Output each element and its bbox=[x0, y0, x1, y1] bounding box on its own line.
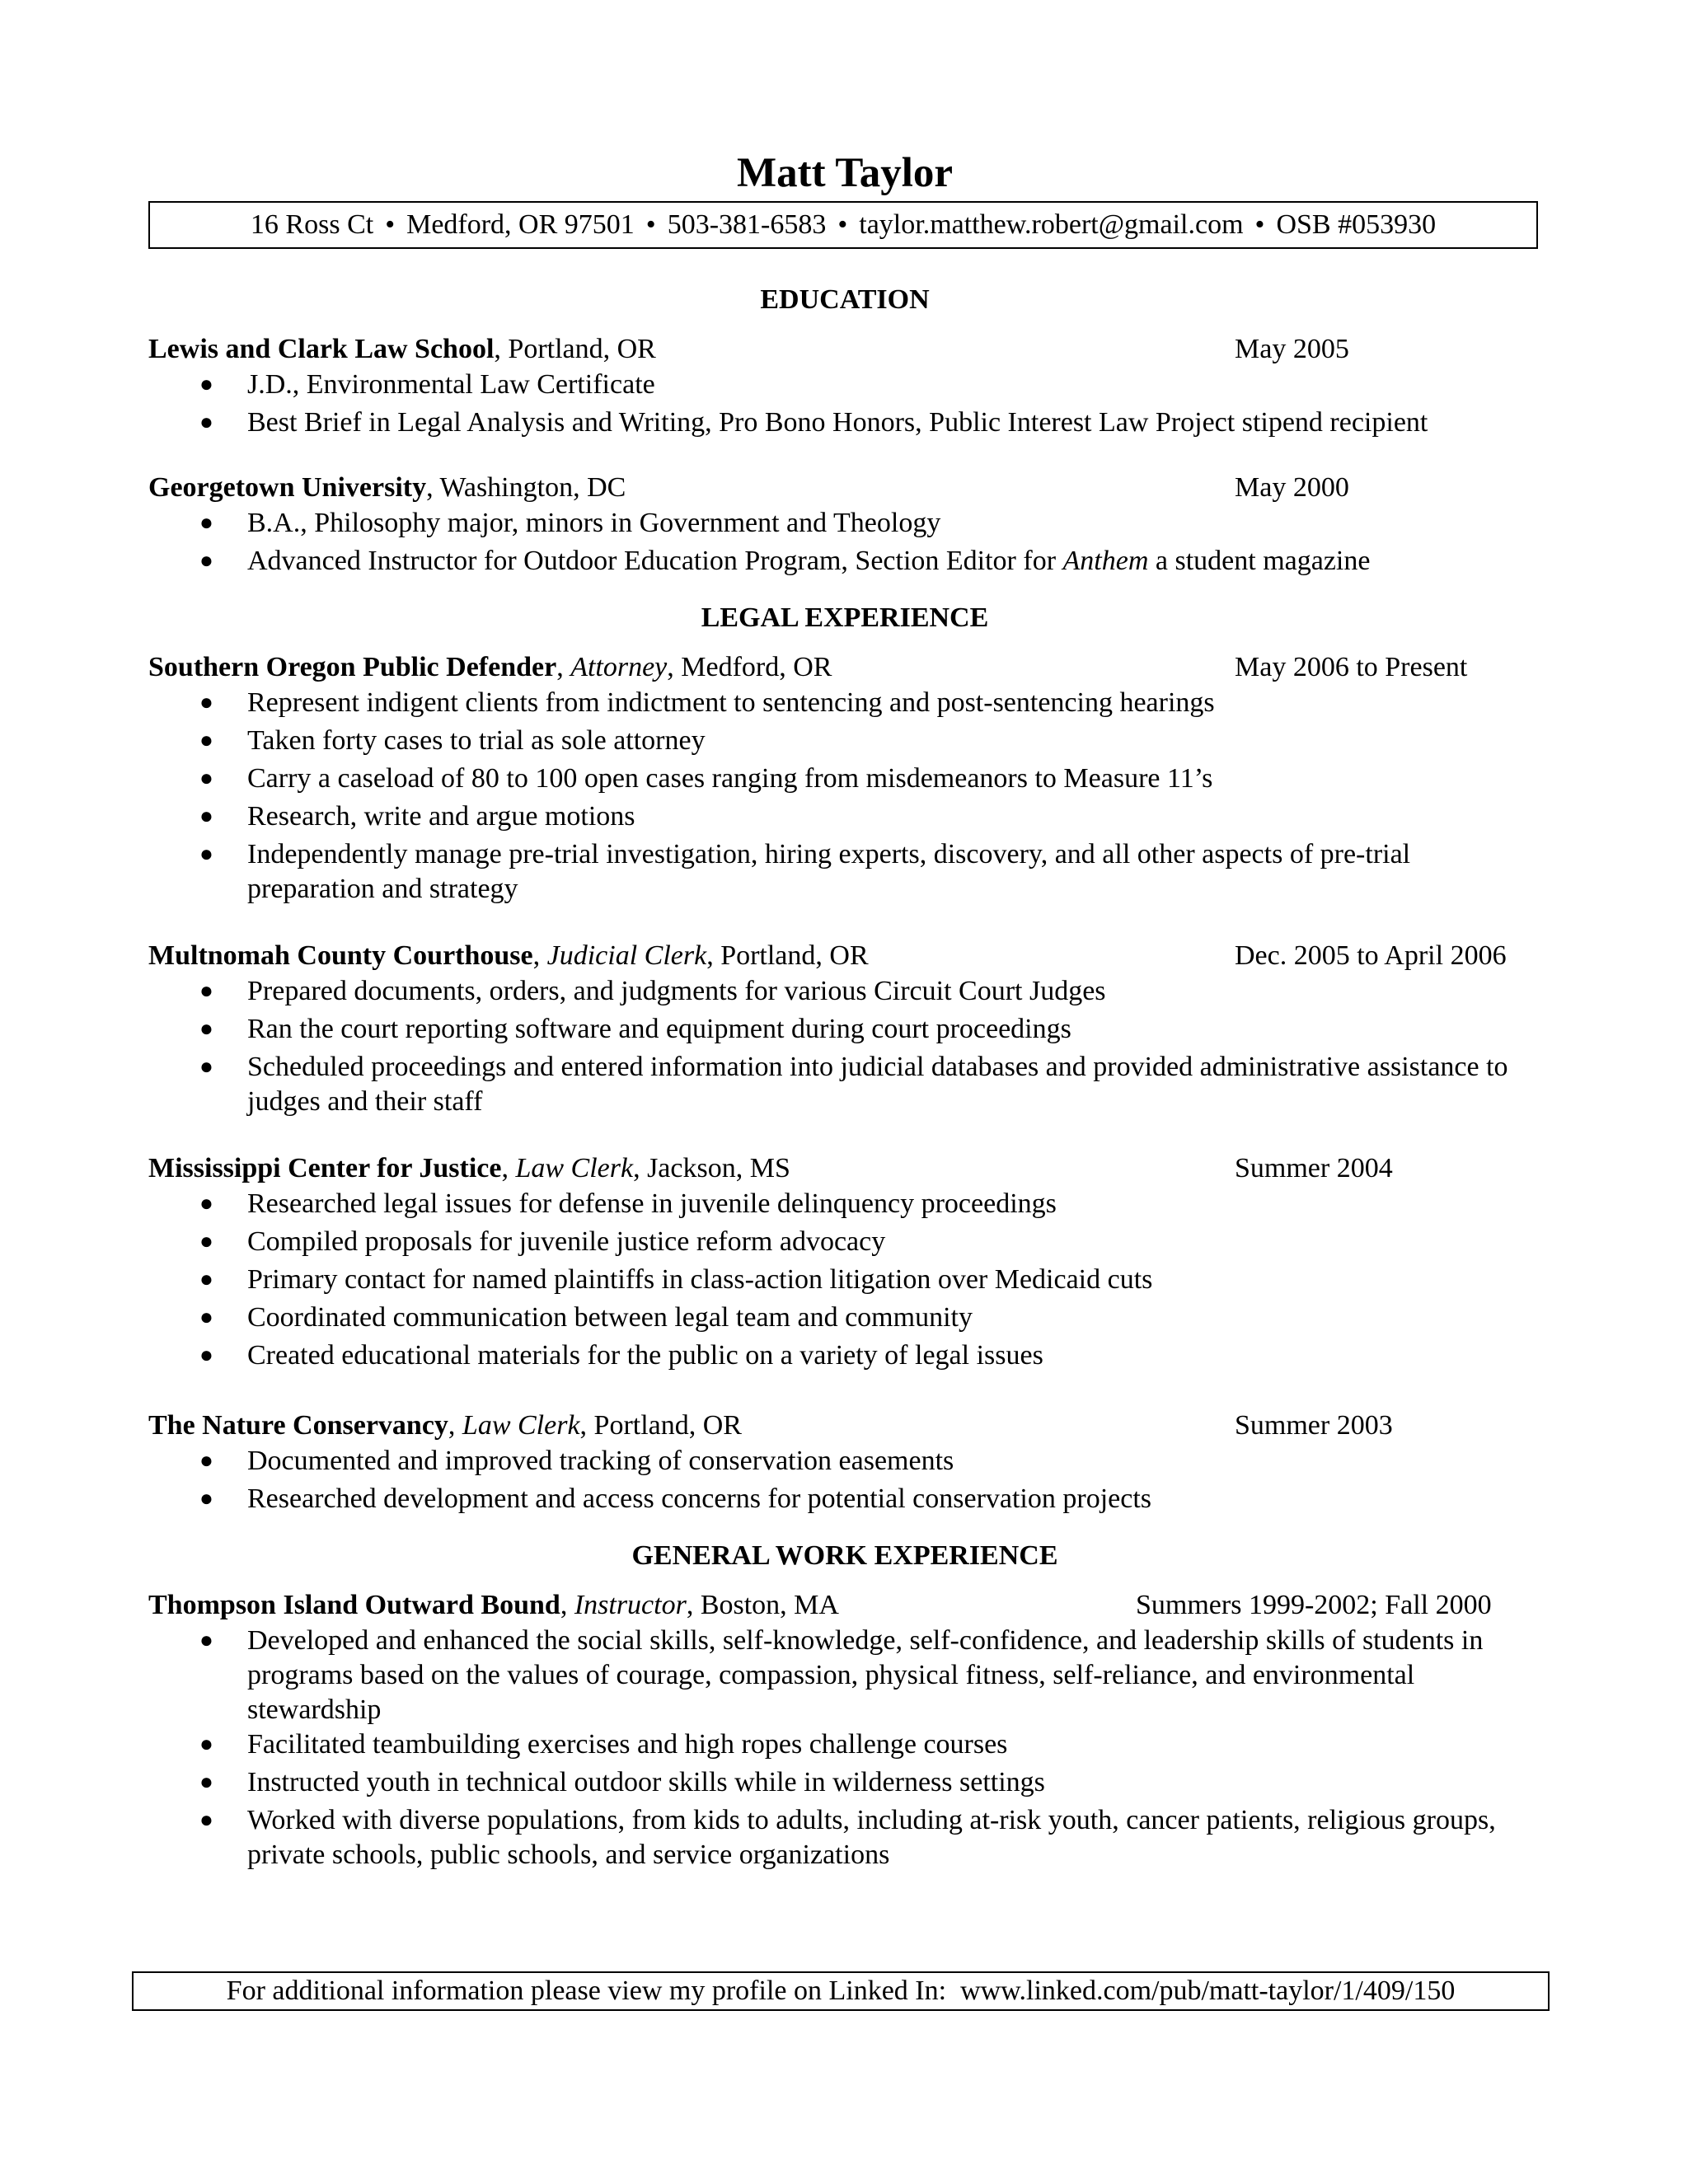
contact-city: Medford, OR 97501 bbox=[406, 209, 635, 240]
contact-phone: 503-381-6583 bbox=[667, 209, 827, 240]
entry-date: Dec. 2005 to April 2006 bbox=[1235, 940, 1507, 971]
contact-separator: • bbox=[1254, 209, 1265, 240]
entry-header: The Nature Conservancy, Law Clerk, Portland, OR Summer 2003 bbox=[148, 1408, 1541, 1444]
bullet-icon: ● bbox=[199, 410, 213, 435]
experience-entry bbox=[148, 1587, 1541, 1872]
entry-location: , Medford, OR bbox=[667, 652, 832, 682]
bullet-icon: ● bbox=[199, 841, 213, 867]
bullet-list bbox=[148, 1444, 1541, 1520]
bullet-icon: ● bbox=[199, 690, 213, 715]
bullet-icon: ● bbox=[199, 1191, 213, 1216]
bullet-icon: ● bbox=[199, 1486, 213, 1511]
entry-location: , Jackson, MS bbox=[633, 1153, 790, 1183]
entry-org: Thompson Island Outward Bound bbox=[148, 1590, 560, 1620]
entry-header: Thompson Island Outward Bound, Instructor, Boston, MA Summers 1999-2002; Fall 2000 bbox=[148, 1587, 1541, 1624]
section-heading: EDUCATION bbox=[760, 284, 930, 315]
list-item: ● Prepared documents, orders, and judgments for various Circuit Court Judges bbox=[148, 974, 1541, 1012]
list-item: ● Ran the court reporting software and equipment during court proceedings bbox=[148, 1012, 1541, 1050]
entry-role: Attorney bbox=[570, 652, 668, 682]
list-item: ● J.D., Environmental Law Certificate bbox=[148, 368, 1541, 405]
list-item: ● Worked with diverse populations, from kids to adults, including at-risk youth, cancer patients, religious groups, private schools, public schools, and service organizations bbox=[199, 1805, 1496, 1870]
list-item: ● B.A., Philosophy major, minors in Government and Theology bbox=[148, 506, 1541, 544]
list-item: ● Documented and improved tracking of conservation easements bbox=[148, 1444, 1541, 1482]
contact-address: 16 Ross Ct bbox=[250, 209, 374, 240]
list-item: ● Researched legal issues for defense in juvenile delinquency proceedings bbox=[148, 1187, 1541, 1225]
entry-location: , Portland, OR bbox=[579, 1410, 742, 1441]
list-item: ● Developed and enhanced the social skills, self-knowledge, self-confidence, and leadership skills of students in programs based on the values of courage, compassion, physical fitness, self-reliance, and environmental stewardship bbox=[199, 1625, 1484, 1725]
contact-email: taylor.matthew.robert@gmail.com bbox=[859, 209, 1244, 240]
entry-role: Law Clerk bbox=[462, 1410, 580, 1441]
section-heading: GENERAL WORK EXPERIENCE bbox=[631, 1540, 1058, 1571]
legal-experience-section bbox=[148, 600, 1541, 1520]
bullet-icon: ● bbox=[199, 548, 213, 574]
list-item: ● Best Brief in Legal Analysis and Writing, Pro Bono Honors, Public Interest Law Project stipend recipient bbox=[148, 405, 1541, 443]
bullet-icon: ● bbox=[199, 728, 213, 753]
bullet-icon: ● bbox=[199, 978, 213, 1004]
entry-header: Multnomah County Courthouse, Judicial Clerk, Portland, OR Dec. 2005 to April 2006 bbox=[148, 938, 1541, 974]
entry-role: Law Clerk bbox=[515, 1153, 634, 1183]
bullet-list bbox=[148, 1624, 1541, 1872]
education-entry bbox=[148, 470, 1541, 582]
contact-separator: • bbox=[837, 209, 848, 240]
list-item: ● Facilitated teambuilding exercises and high ropes challenge courses bbox=[148, 1727, 1541, 1765]
bullet-icon: ● bbox=[199, 766, 213, 791]
list-item: ● Primary contact for named plaintiffs in class-action litigation over Medicaid cuts bbox=[148, 1263, 1541, 1301]
contact-bar-number: OSB #053930 bbox=[1276, 209, 1437, 240]
entry-date: Summer 2003 bbox=[1235, 1410, 1393, 1441]
bullet-icon: ● bbox=[199, 1343, 213, 1368]
list-item: ● Research, write and argue motions bbox=[148, 799, 1541, 837]
entry-header: Southern Oregon Public Defender, Attorney, Medford, OR May 2006 to Present bbox=[148, 649, 1541, 686]
entry-date: May 2006 to Present bbox=[1235, 652, 1468, 682]
experience-entry bbox=[148, 649, 1541, 907]
footer-box bbox=[132, 1971, 1550, 2011]
bullet-icon: ● bbox=[199, 1267, 213, 1292]
entry-header bbox=[148, 331, 1541, 368]
bullet-icon: ● bbox=[199, 1054, 213, 1080]
bullet-icon: ● bbox=[199, 804, 213, 829]
entry-location: , Washington, DC bbox=[426, 472, 626, 503]
contact-box bbox=[148, 201, 1538, 249]
experience-entry bbox=[148, 1151, 1541, 1376]
contact-separator: • bbox=[385, 209, 396, 240]
bullet-icon: ● bbox=[199, 1807, 213, 1833]
bullet-icon: ● bbox=[199, 1732, 213, 1757]
entry-org: Georgetown University bbox=[148, 472, 427, 503]
experience-entry bbox=[148, 1408, 1541, 1520]
resume-name: Matt Taylor bbox=[736, 150, 954, 196]
bullet-list bbox=[148, 1187, 1541, 1376]
bullet-icon: ● bbox=[199, 1305, 213, 1330]
bullet-icon: ● bbox=[199, 1448, 213, 1474]
entry-role: Judicial Clerk bbox=[546, 940, 707, 971]
entry-location: , Portland, OR bbox=[494, 334, 656, 364]
entry-date: Summers 1999-2002; Fall 2000 bbox=[1136, 1590, 1492, 1620]
bullet-icon: ● bbox=[199, 510, 213, 536]
entry-location: , Boston, MA bbox=[686, 1590, 839, 1620]
education-entry bbox=[148, 331, 1541, 443]
bullet-icon: ● bbox=[199, 1229, 213, 1254]
entry-role: Instructor bbox=[574, 1590, 687, 1620]
bullet-icon: ● bbox=[199, 1769, 213, 1795]
entry-org: Lewis and Clark Law School bbox=[148, 334, 495, 364]
bullet-list bbox=[148, 974, 1541, 1119]
entry-org: The Nature Conservancy bbox=[148, 1410, 448, 1441]
bullet-icon: ● bbox=[199, 1016, 213, 1042]
footer-text: For additional information please view my profile on Linked In: www.linked.com/pub/matt-taylor/1/409/150 bbox=[226, 1975, 1456, 2006]
list-item: ● Independently manage pre-trial investigation, hiring experts, discovery, and all other aspects of pre-trial preparation and strategy bbox=[199, 839, 1411, 904]
list-item: ● Researched development and access concerns for potential conservation projects bbox=[148, 1482, 1541, 1520]
list-item: ● Coordinated communication between legal team and community bbox=[148, 1301, 1541, 1338]
entry-org: Multnomah County Courthouse bbox=[148, 940, 533, 971]
entry-date: May 2000 bbox=[1235, 472, 1349, 503]
list-item: ● Taken forty cases to trial as sole attorney bbox=[148, 724, 1541, 762]
education-section bbox=[148, 282, 1541, 582]
list-item: ● Carry a caseload of 80 to 100 open cases ranging from misdemeanors to Measure 11’s bbox=[148, 762, 1541, 799]
bullet-icon: ● bbox=[199, 1628, 213, 1653]
list-item: ● Advanced Instructor for Outdoor Education Program, Section Editor for Anthem a student magazine bbox=[148, 544, 1541, 582]
general-experience-section bbox=[148, 1538, 1541, 1872]
experience-entry bbox=[148, 938, 1541, 1119]
entry-org: Southern Oregon Public Defender bbox=[148, 652, 557, 682]
section-heading: LEGAL EXPERIENCE bbox=[701, 602, 989, 633]
bullet-list bbox=[148, 686, 1541, 907]
entry-org: Mississippi Center for Justice bbox=[148, 1153, 502, 1183]
list-item: ● Compiled proposals for juvenile justice reform advocacy bbox=[148, 1225, 1541, 1263]
entry-location: , Portland, OR bbox=[706, 940, 869, 971]
list-item: ● Represent indigent clients from indictment to sentencing and post-sentencing hearings bbox=[148, 686, 1541, 724]
resume-page bbox=[148, 147, 1541, 1872]
magazine-title: Anthem bbox=[1062, 546, 1149, 576]
entry-date: May 2005 bbox=[1235, 334, 1349, 364]
entry-date: Summer 2004 bbox=[1235, 1153, 1393, 1183]
entry-header: Mississippi Center for Justice, Law Clerk, Jackson, MS Summer 2004 bbox=[148, 1151, 1541, 1187]
contact-separator: • bbox=[645, 209, 656, 240]
list-item: ● Created educational materials for the public on a variety of legal issues bbox=[148, 1338, 1541, 1376]
bullet-list bbox=[148, 506, 1541, 582]
bullet-list bbox=[148, 368, 1541, 443]
list-item: ● Scheduled proceedings and entered information into judicial databases and provided administrative assistance to judges and their staff bbox=[199, 1052, 1508, 1117]
bullet-icon: ● bbox=[199, 372, 213, 397]
list-item: ● Instructed youth in technical outdoor skills while in wilderness settings bbox=[148, 1765, 1541, 1803]
entry-header bbox=[148, 470, 1541, 506]
